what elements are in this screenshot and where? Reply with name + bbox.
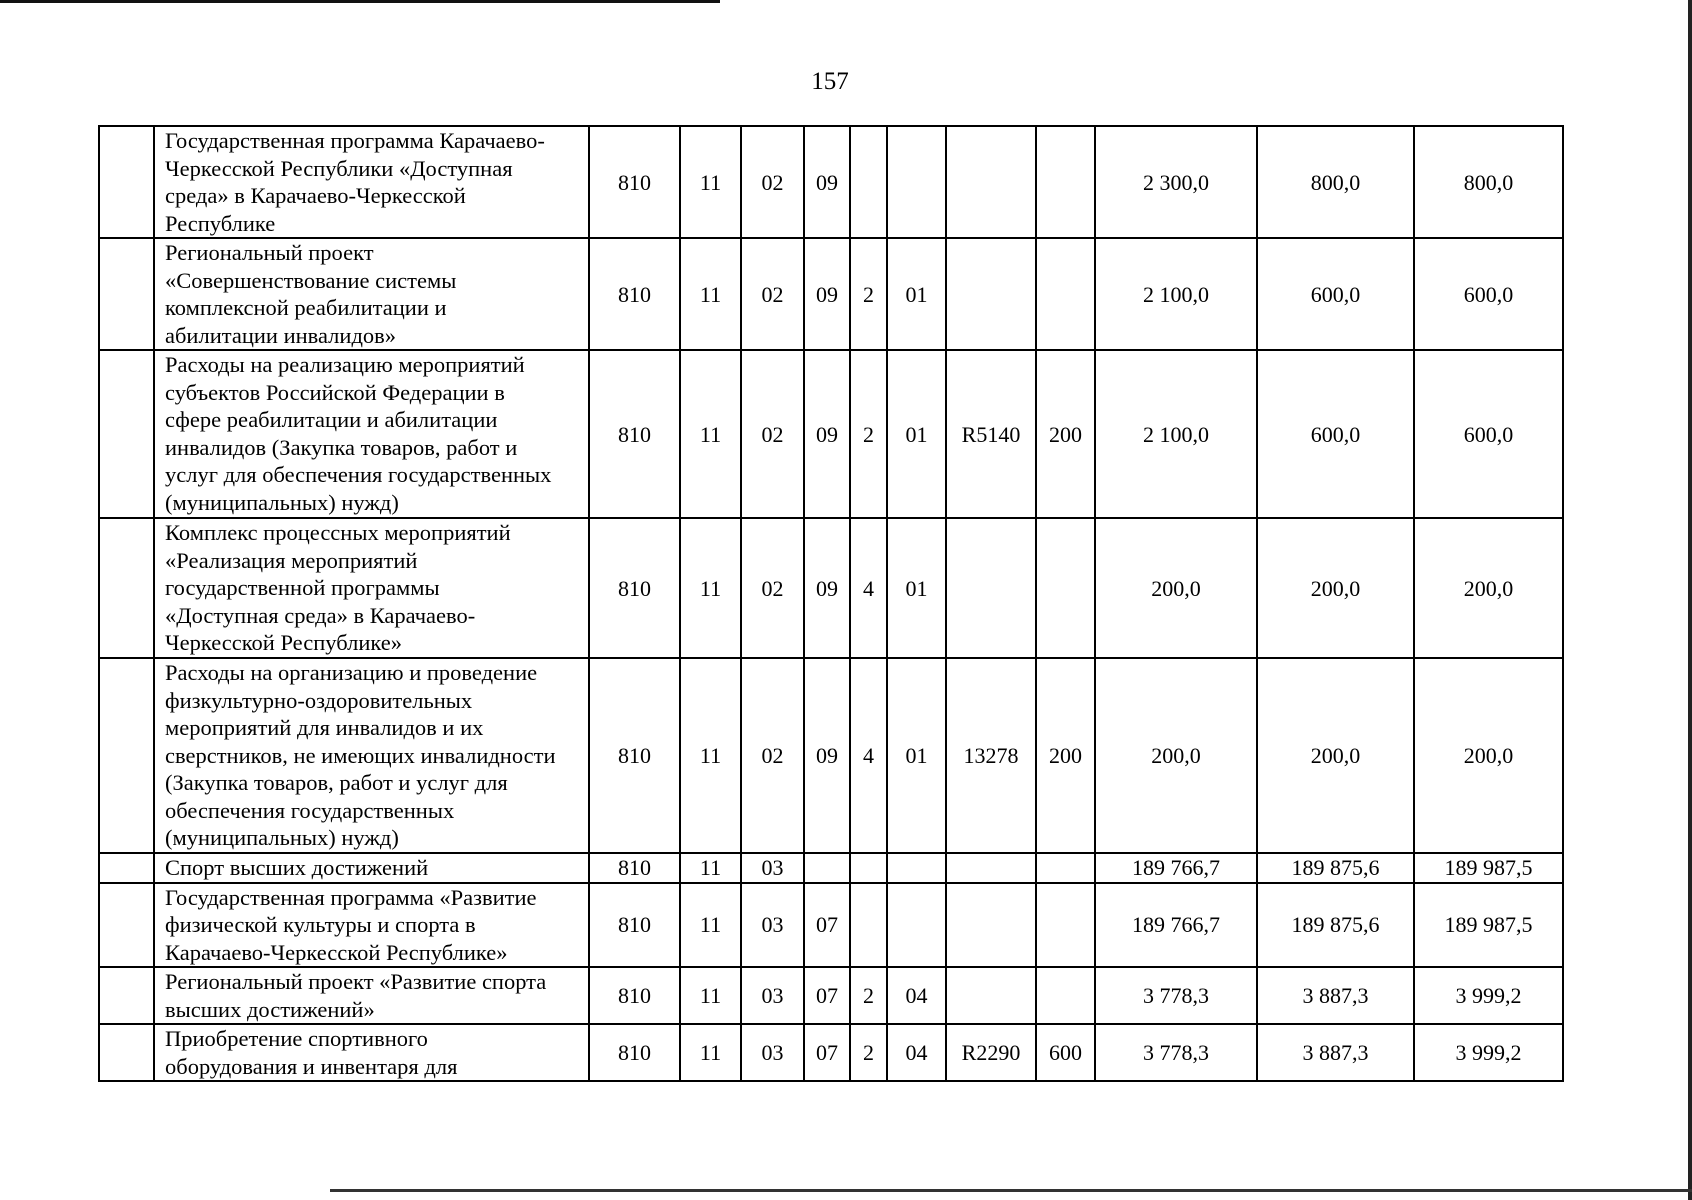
amount-year-2: 200,0 (1257, 658, 1414, 853)
amount-year-2: 600,0 (1257, 238, 1414, 350)
row-number-cell (99, 350, 154, 518)
page-number: 157 (811, 68, 849, 95)
amount-year-1: 3 778,3 (1095, 1024, 1257, 1081)
subprogram-code: 2 (850, 967, 887, 1024)
row-name-line: физкультурно-оздоровительных (165, 687, 473, 713)
subsection-code: 03 (741, 883, 804, 968)
row-name-line: Региональный проект «Развитие спорта (165, 969, 547, 994)
chapter-code: 11 (680, 883, 741, 968)
subsection-code: 03 (741, 1024, 804, 1081)
chapter-code: 11 (680, 518, 741, 658)
row-name-line: сверстников, не имеющих инвалидности (165, 742, 556, 768)
table-row (99, 518, 1563, 658)
program-code: 07 (804, 883, 850, 968)
row-name-line: «Доступная среда» в Карачаево- (165, 602, 476, 628)
subsection-code: 02 (741, 238, 804, 350)
row-name-line: услуг для обеспечения государственных (165, 462, 552, 487)
scan-bottom-border (330, 1189, 1692, 1192)
table-body (99, 126, 1563, 1081)
subsection-code: 02 (741, 126, 804, 238)
chapter-code: 11 (680, 658, 741, 853)
section-code: 810 (589, 658, 680, 853)
direction-code (946, 853, 1036, 883)
section-code: 810 (589, 967, 680, 1024)
section-code: 810 (589, 1024, 680, 1081)
row-name-line: физической культуры и спорта в (165, 912, 476, 937)
row-name-line: Комплекс процессных мероприятий (165, 520, 511, 545)
subsection-code: 02 (741, 518, 804, 658)
amount-year-3: 600,0 (1414, 350, 1563, 518)
table-row (99, 883, 1563, 968)
section-code: 810 (589, 238, 680, 350)
amount-year-2: 800,0 (1257, 126, 1414, 238)
row-number-cell (99, 518, 154, 658)
project-code: 04 (887, 967, 946, 1024)
row-name-cell (154, 883, 589, 968)
direction-code (946, 126, 1036, 238)
expense-type-code (1036, 238, 1095, 350)
row-name-line: Государственная программа «Развитие (165, 884, 537, 910)
program-code: 09 (804, 658, 850, 853)
chapter-code: 11 (680, 126, 741, 238)
row-name-line: Расходы на реализацию мероприятий (165, 352, 525, 377)
table-row (99, 238, 1563, 350)
amount-year-3: 200,0 (1414, 658, 1563, 853)
section-code: 810 (589, 350, 680, 518)
subsection-code: 03 (741, 853, 804, 883)
chapter-code: 11 (680, 967, 741, 1024)
subprogram-code: 4 (850, 518, 887, 658)
table-row (99, 853, 1563, 883)
amount-year-3: 189 987,5 (1414, 883, 1563, 968)
subprogram-code: 2 (850, 1024, 887, 1081)
row-name-line: высших достижений» (165, 996, 375, 1022)
amount-year-1: 2 300,0 (1095, 126, 1257, 238)
chapter-code: 11 (680, 853, 741, 883)
direction-code (946, 238, 1036, 350)
row-name-line: «Реализация мероприятий (165, 547, 418, 573)
amount-year-1: 2 100,0 (1095, 238, 1257, 350)
row-name-line: Спорт высших достижений (165, 855, 429, 880)
row-name-cell (154, 518, 589, 658)
row-name-line: инвалидов (Закупка товаров, работ и (165, 434, 518, 460)
amount-year-1: 200,0 (1095, 518, 1257, 658)
program-code: 07 (804, 967, 850, 1024)
table-row (99, 967, 1563, 1024)
amount-year-2: 3 887,3 (1257, 1024, 1414, 1081)
row-name-line: Приобретение спортивного (165, 1026, 428, 1051)
row-name-line: сфере реабилитации и абилитации (165, 407, 498, 432)
amount-year-2: 189 875,6 (1257, 853, 1414, 883)
row-name-line: (муниципальных) нужд) (165, 825, 399, 850)
subprogram-code: 2 (850, 238, 887, 350)
subsection-code: 03 (741, 967, 804, 1024)
row-name-cell (154, 658, 589, 853)
row-name-cell (154, 967, 589, 1024)
direction-code (946, 967, 1036, 1024)
program-code: 07 (804, 1024, 850, 1081)
table-row (99, 126, 1563, 238)
project-code (887, 883, 946, 968)
chapter-code: 11 (680, 350, 741, 518)
expense-type-code (1036, 883, 1095, 968)
program-code: 09 (804, 350, 850, 518)
row-name-line: среда» в Карачаево-Черкесской (165, 183, 466, 208)
expense-type-code (1036, 126, 1095, 238)
project-code: 01 (887, 658, 946, 853)
row-name-line: субъектов Российской Федерации в (165, 379, 505, 405)
row-number-cell (99, 658, 154, 853)
project-code: 01 (887, 350, 946, 518)
expense-type-code (1036, 853, 1095, 883)
row-name-line: «Совершенствование системы (165, 267, 457, 293)
amount-year-2: 189 875,6 (1257, 883, 1414, 968)
project-code (887, 126, 946, 238)
row-name-line: обеспечения государственных (165, 797, 455, 823)
row-name-line: Расходы на организацию и проведение (165, 660, 538, 685)
amount-year-3: 600,0 (1414, 238, 1563, 350)
row-name-line: Карачаево-Черкесской Республике» (165, 939, 508, 965)
row-name-line: Региональный проект (165, 240, 374, 265)
table-row (99, 350, 1563, 518)
direction-code: 13278 (946, 658, 1036, 853)
row-number-cell (99, 126, 154, 238)
section-code: 810 (589, 853, 680, 883)
scan-top-border (0, 0, 720, 3)
row-name-line: Республике (165, 210, 276, 236)
section-code: 810 (589, 883, 680, 968)
project-code: 04 (887, 1024, 946, 1081)
expense-type-code: 200 (1036, 658, 1095, 853)
expense-type-code: 200 (1036, 350, 1095, 518)
program-code: 09 (804, 238, 850, 350)
section-code: 810 (589, 126, 680, 238)
row-name-cell (154, 1024, 589, 1081)
row-name-line: Черкесской Республике» (165, 630, 402, 655)
row-name-cell (154, 238, 589, 350)
project-code (887, 853, 946, 883)
row-name-line: государственной программы (165, 575, 440, 600)
expense-type-code (1036, 967, 1095, 1024)
subsection-code: 02 (741, 350, 804, 518)
amount-year-1: 200,0 (1095, 658, 1257, 853)
section-code: 810 (589, 518, 680, 658)
row-number-cell (99, 853, 154, 883)
row-number-cell (99, 1024, 154, 1081)
direction-code: R2290 (946, 1024, 1036, 1081)
program-code: 09 (804, 518, 850, 658)
amount-year-1: 2 100,0 (1095, 350, 1257, 518)
row-name-line: комплексной реабилитации и (165, 295, 447, 320)
scan-right-border (1688, 0, 1692, 1200)
project-code: 01 (887, 518, 946, 658)
chapter-code: 11 (680, 238, 741, 350)
amount-year-2: 200,0 (1257, 518, 1414, 658)
subprogram-code: 4 (850, 658, 887, 853)
amount-year-2: 600,0 (1257, 350, 1414, 518)
project-code: 01 (887, 238, 946, 350)
row-name-line: Государственная программа Карачаево- (165, 128, 545, 153)
row-number-cell (99, 883, 154, 968)
row-name-line: абилитации инвалидов» (165, 322, 397, 348)
amount-year-3: 800,0 (1414, 126, 1563, 238)
program-code: 09 (804, 126, 850, 238)
direction-code (946, 883, 1036, 968)
amount-year-1: 3 778,3 (1095, 967, 1257, 1024)
row-name-line: оборудования и инвентаря для (165, 1053, 458, 1079)
row-name-cell (154, 126, 589, 238)
row-name-cell (154, 853, 589, 883)
expense-type-code: 600 (1036, 1024, 1095, 1081)
subprogram-code (850, 126, 887, 238)
row-name-line: (муниципальных) нужд) (165, 489, 399, 515)
row-name-line: мероприятий для инвалидов и их (165, 715, 484, 740)
table-row (99, 1024, 1563, 1081)
chapter-code: 11 (680, 1024, 741, 1081)
row-number-cell (99, 238, 154, 350)
amount-year-2: 3 887,3 (1257, 967, 1414, 1024)
subprogram-code (850, 883, 887, 968)
table-row (99, 658, 1563, 853)
row-name-line: (Закупка товаров, работ и услуг для (165, 770, 508, 795)
row-number-cell (99, 967, 154, 1024)
expense-type-code (1036, 518, 1095, 658)
direction-code (946, 518, 1036, 658)
budget-table (98, 125, 1564, 1082)
subsection-code: 02 (741, 658, 804, 853)
program-code (804, 853, 850, 883)
subprogram-code (850, 853, 887, 883)
amount-year-3: 200,0 (1414, 518, 1563, 658)
amount-year-3: 3 999,2 (1414, 967, 1563, 1024)
amount-year-1: 189 766,7 (1095, 853, 1257, 883)
amount-year-3: 189 987,5 (1414, 853, 1563, 883)
direction-code: R5140 (946, 350, 1036, 518)
subprogram-code: 2 (850, 350, 887, 518)
amount-year-3: 3 999,2 (1414, 1024, 1563, 1081)
row-name-cell (154, 350, 589, 518)
amount-year-1: 189 766,7 (1095, 883, 1257, 968)
row-name-line: Черкесской Республики «Доступная (165, 155, 513, 181)
